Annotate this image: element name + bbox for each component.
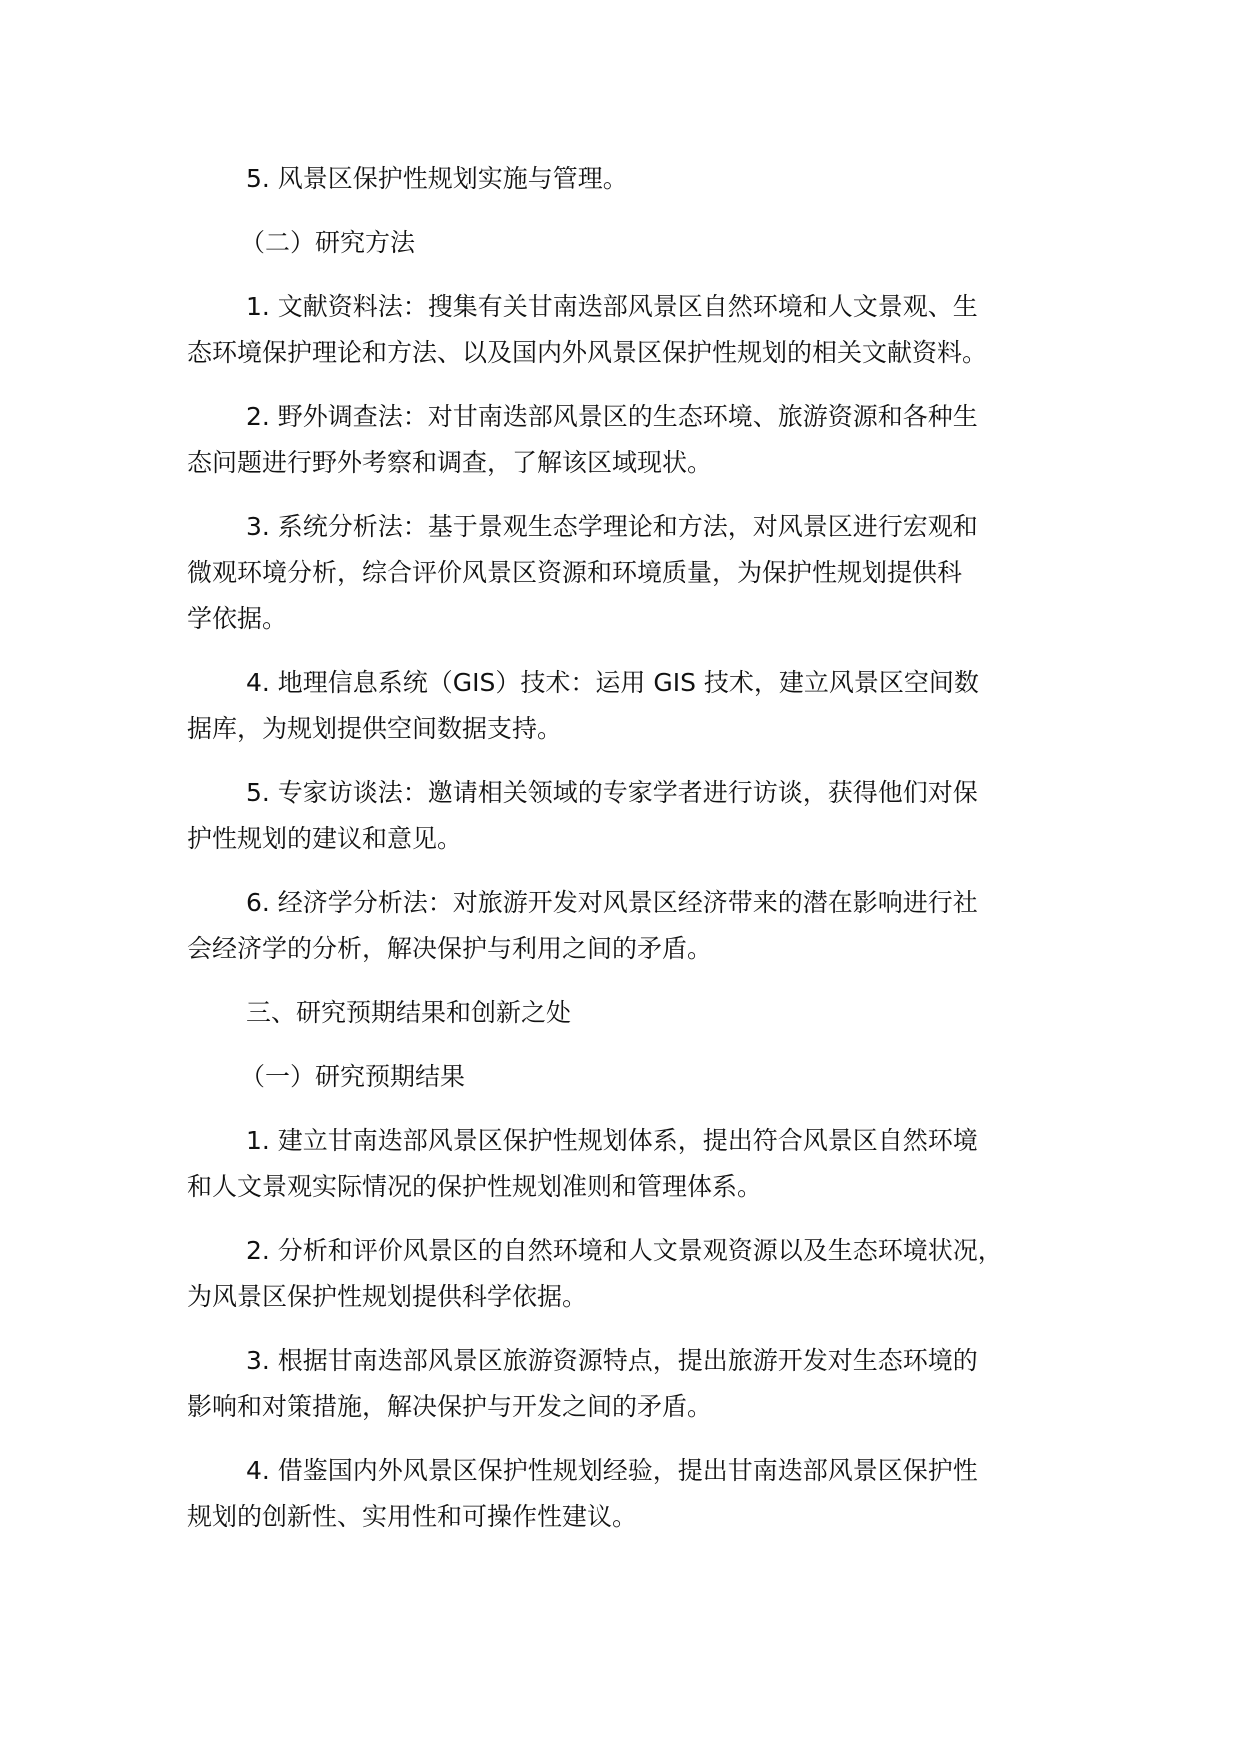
paragraph-line: 三、研究预期结果和创新之处 xyxy=(246,998,572,1027)
paragraph-line: 2. 分析和评价风景区的自然环境和人文景观资源以及生态环境状况， xyxy=(246,1236,1003,1265)
paragraph-line: 1. 建立甘南迭部风景区保护性规划体系，提出符合风景区自然环境 xyxy=(246,1126,978,1155)
paragraph-line: 2. 野外调查法：对甘南迭部风景区的生态环境、旅游资源和各种生 xyxy=(246,402,978,431)
paragraph-heading-section-3 xyxy=(187,990,1087,1036)
paragraph-heading-expected-results xyxy=(187,1054,1087,1100)
paragraph-line: 规划的创新性、实用性和可操作性建议。 xyxy=(187,1502,638,1531)
paragraph-method-6-economic-analysis xyxy=(187,880,1087,972)
paragraph-line: 据库，为规划提供空间数据支持。 xyxy=(187,714,563,743)
paragraph-line: （一）研究预期结果 xyxy=(240,1062,466,1091)
paragraph-line: 4. 地理信息系统（GIS）技术：运用 GIS 技术，建立风景区空间数 xyxy=(246,668,979,697)
paragraph-line: 6. 经济学分析法：对旅游开发对风景区经济带来的潜在影响进行社 xyxy=(246,888,978,917)
paragraph-line: 3. 根据甘南迭部风景区旅游资源特点，提出旅游开发对生态环境的 xyxy=(246,1346,978,1375)
paragraph-line: 学依据。 xyxy=(187,604,288,633)
paragraph-item-5-implementation xyxy=(187,156,1087,202)
document-body xyxy=(187,156,1087,1558)
paragraph-line: 和人文景观实际情况的保护性规划准则和管理体系。 xyxy=(187,1172,763,1201)
paragraph-line: 微观环境分析，综合评价风景区资源和环境质量，为保护性规划提供科 xyxy=(187,558,963,587)
paragraph-method-1-literature xyxy=(187,284,1087,376)
paragraph-method-3-system-analysis xyxy=(187,504,1087,642)
paragraph-line: 5. 专家访谈法：邀请相关领域的专家学者进行访谈，获得他们对保 xyxy=(246,778,978,807)
paragraph-method-2-field-survey xyxy=(187,394,1087,486)
paragraph-result-1 xyxy=(187,1118,1087,1210)
paragraph-line: 态环境保护理论和方法、以及国内外风景区保护性规划的相关文献资料。 xyxy=(187,338,988,367)
paragraph-line: （二）研究方法 xyxy=(240,228,416,257)
paragraph-line: 1. 文献资料法：搜集有关甘南迭部风景区自然环境和人文景观、生 xyxy=(246,292,978,321)
paragraph-line: 4. 借鉴国内外风景区保护性规划经验，提出甘南迭部风景区保护性 xyxy=(246,1456,978,1485)
paragraph-line: 为风景区保护性规划提供科学依据。 xyxy=(187,1282,588,1311)
paragraph-result-3 xyxy=(187,1338,1087,1430)
paragraph-result-4 xyxy=(187,1448,1087,1540)
paragraph-line: 护性规划的建议和意见。 xyxy=(187,824,463,853)
paragraph-method-5-expert-interview xyxy=(187,770,1087,862)
paragraph-heading-research-methods xyxy=(187,220,1087,266)
paragraph-line: 会经济学的分析，解决保护与利用之间的矛盾。 xyxy=(187,934,713,963)
paragraph-line: 影响和对策措施，解决保护与开发之间的矛盾。 xyxy=(187,1392,713,1421)
paragraph-line: 态问题进行野外考察和调查，了解该区域现状。 xyxy=(187,448,713,477)
paragraph-line: 5. 风景区保护性规划实施与管理。 xyxy=(246,164,628,193)
paragraph-line: 3. 系统分析法：基于景观生态学理论和方法，对风景区进行宏观和 xyxy=(246,512,978,541)
paragraph-result-2 xyxy=(187,1228,1087,1320)
paragraph-method-4-gis xyxy=(187,660,1087,752)
